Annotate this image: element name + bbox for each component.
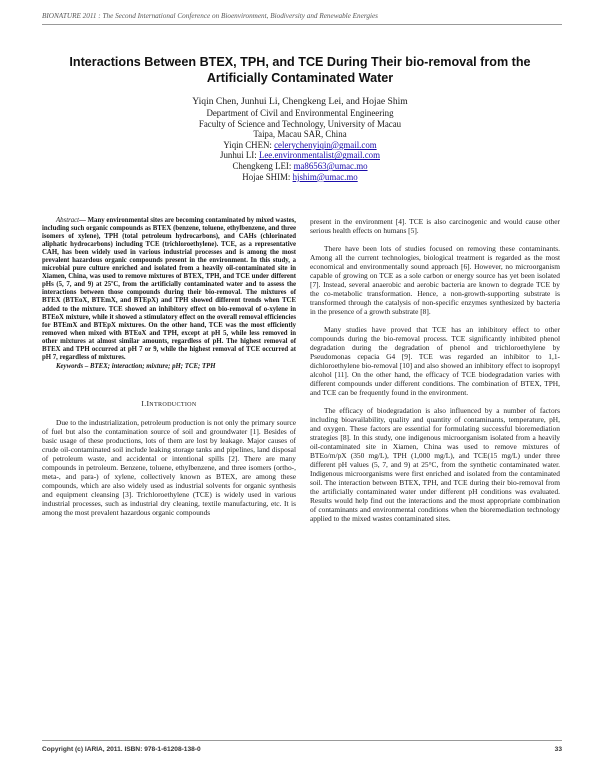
email-link[interactable]: Lee.environmentalist@gmail.com xyxy=(258,150,380,161)
email-link[interactable]: hjshim@umac.mo xyxy=(292,171,358,182)
copyright-footer: Copyright (c) IARIA, 2011. ISBN: 978-1-61208-138-0 xyxy=(42,746,201,753)
running-header: BIONATURE 2011 : The Second International Conference on Bioenvironment, Biodiversity and Renewable Energies xyxy=(42,12,378,20)
contact-label: Hojae SHIM: xyxy=(242,171,293,182)
contact-line xyxy=(42,140,558,151)
footer-divider xyxy=(42,740,562,741)
keywords: Keywords – BTEX; interaction; mixture; pH; TCE; TPH xyxy=(56,362,216,370)
contact-label: Junhui LI: xyxy=(219,150,259,161)
abstract xyxy=(42,217,296,362)
location: Taipa, Macau SAR, China xyxy=(253,129,347,140)
department: Department of Civil and Environmental Engineering xyxy=(206,108,394,118)
author-names: Yiqin Chen, Junhui Li, Chengkeng Lei, and Hojae Shim xyxy=(192,96,408,107)
body-paragraph: Due to the industrialization, petroleum production is not only the primary source of fuel but also the contamination source of soil and groundwater [1]. Besides of basic usage of these productions, lots of them are lost by leakage. Major causes of crude oil-contaminated soil include leaking storage tanks and pipelines, land disposal of petroleum waste, and accidental or intentional spills [2]. There are many compounds in petroleum. Benzene, toluene, ethylbenzene, and three isomers (ortho-, meta-, and para-) of xylene, collectively known as BTEX, are among these compounds, which are also widely used as industrial solvents for organic synthesis and equipment cleansing [3]. Trichloroethylene (TCE) is widely used in various industrial processes, such as industrial dry cleaning, textile manufacturing, etc. It is among the most prevalent hazardous organic compounds xyxy=(42,417,296,518)
abstract-text: — Many environmental sites are becoming contaminated by mixed wastes, including such organic compounds as BTEX (benzene, toluene, ethylbenzene, and three isomers of xylene), TPH (total petroleum hydrocarbons), and CAHs (chlorinated aliphatic hydrocarbons) including TCE (trichloroethylene). TCE, as a representative CAH, has been widely used in various industrial processes and is among the most prevalent hazardous organic compounds present in the environment. In this study, a microbial pure culture enriched and isolated from a heavily oil-contaminated site in Xiamen, China, was used to remove mixtures of BTEX, TPH, and TCE under different pHs (5, 7, and 9) at 25ºC, from the artificially contaminated water and to assess the interactions between those compounds during their bio-removal. The mixtures of BTEX (BTEoX, BTEmX, and BTEpX) and TPH showed different trends when TCE added to the mixture. TCE showed an inhibitory effect on bio-removal of o-xylene in BTEoX mixture, while it showed a stimulatory effect on the overall removal efficiencies for BTEmX and BTEpX mixtures. On the other hand, TCE was the most efficiently removed when mixed with BTEoX and TPH, except at pH 5, while less removed in other mixtures at almost similar amounts, regardless of pH. The highest removal of BTEX and TPH occurred at pH 7 or 9, while the highest removal of TCE occurred at pH 7, regardless of mixtures. xyxy=(42,217,296,361)
email-link[interactable]: ma86563@umac.mo xyxy=(293,160,368,171)
body-paragraph: Many studies have proved that TCE has an inhibitory effect to other compounds during the bio-removal process. TCE significantly inhibited phenol degradation during the degradation of phenol and trichloroethylene by Pseudomonas cepacia G4 [9]. TCE was regarded an inhibitor to 1,1-dichloroethylene bio-removal [10] and also showed an inhibitory effect to isopropyl alcohol [11]. On the other hand, the efficacy of TCE biodegradation varies with different compounds under different conditions. The combination of BTEX, TPH, and TCE can be frequently found in the environment. xyxy=(310,325,560,398)
contact-line xyxy=(42,150,558,161)
email-link[interactable]: celerychenyiqin@gmail.com xyxy=(274,139,377,150)
contact-label: Yiqin CHEN: xyxy=(223,139,275,150)
right-column xyxy=(310,217,560,523)
abstract-lead: Abstract xyxy=(56,217,80,224)
contact-label: Chengkeng LEI: xyxy=(232,160,294,171)
page-number: 33 xyxy=(554,746,562,753)
header-divider xyxy=(42,24,562,25)
paper-title: Interactions Between BTEX, TPH, and TCE During Their bio-removal from the Artificially Contaminated Water xyxy=(69,55,531,85)
section-heading xyxy=(42,399,296,410)
faculty: Faculty of Science and Technology, University of Macau xyxy=(198,118,402,129)
section-title-initial: I xyxy=(146,398,150,408)
left-column xyxy=(42,217,296,517)
body-paragraph: present in the environment [4]. TCE is also carcinogenic and would cause other serious health effects on humans [5]. xyxy=(310,217,560,236)
body-paragraph: The efficacy of biodegradation is also influenced by a number of factors including bioavailability, quality and quantity of contaminants, temperature, pH, and oxygen. These factors are essential for formulating successful bioremediation strategies [8]. In this study, one indigenous microorganism isolated from a heavily oil-contaminated site in Xiamen, China was used to remove mixtures of BTEo/m/pX (350 mg/L), TPH (1,000 mg/L), and TCE(15 mg/L) under three different pH values (5, 7, and 9) at 25°C, from the synthetic contaminated water. Indigenous microorganisms were first enriched and isolated from the contaminated soil. The interaction between BTEX, TPH, and TCE during their bio-removal from the artificially contaminated water under different pH conditions was evaluated. Results would help find out the interactions and the most appropriate combination of contaminants and environmental conditions when the bioremediation technology applied to the mixed wastes contaminated sites. xyxy=(310,406,560,524)
contact-line xyxy=(42,172,558,183)
section-numeral: I. xyxy=(141,398,147,408)
body-paragraph: There have been lots of studies focused on removing these contaminants. Among all the current technologies, biological treatment is regarded as the most economical and environmentally sound approach [6]. However, no microorganism capable of growing on TCE as a sole carbon or energy source has yet been isolated [7]. Instead, several anaerobic and aerobic bacteria are known to degrade TCE by the co-metabolic transformation. Hence, a non-growth-supporting substrate is transformed through the catalysis of non-specific enzymes synthesized by bacteria in the presence of a growth substrate [8]. xyxy=(310,244,560,317)
contact-line xyxy=(42,161,558,172)
author-block xyxy=(42,96,558,182)
section-title-rest: NTRODUCTION xyxy=(149,401,197,408)
